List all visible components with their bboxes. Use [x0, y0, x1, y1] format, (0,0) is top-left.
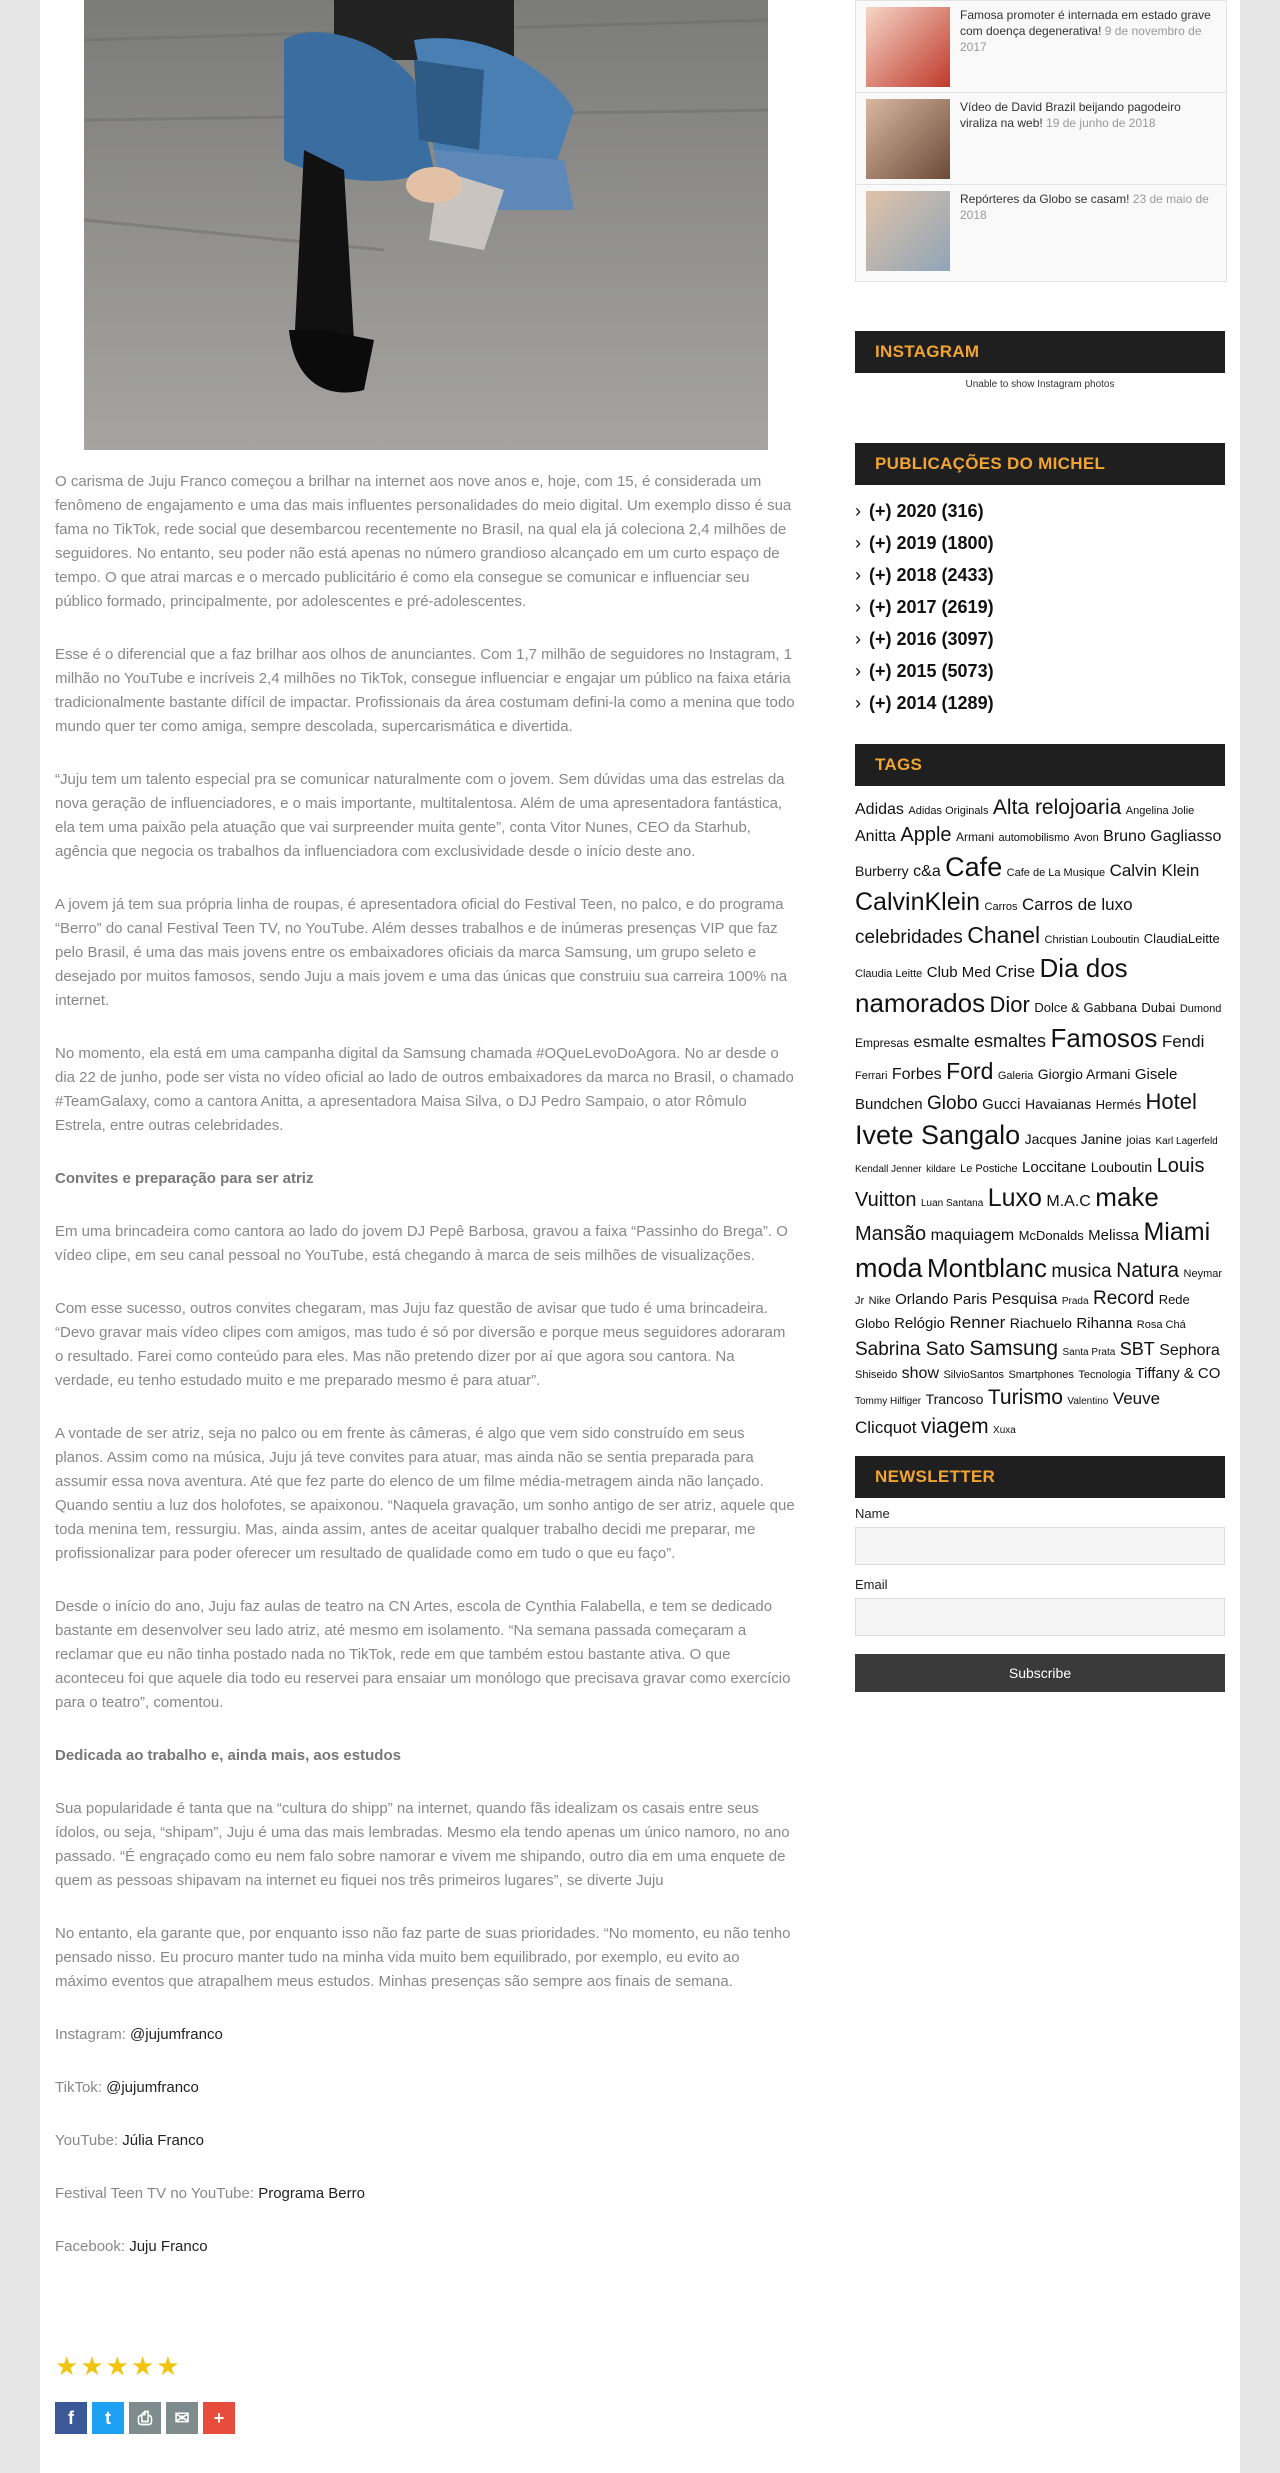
- star-icon[interactable]: ★: [130, 2351, 155, 2381]
- tag-link[interactable]: M.A.C: [1046, 1193, 1091, 1211]
- email-icon[interactable]: ✉: [166, 2402, 198, 2434]
- tag-link[interactable]: Riachuelo: [1009, 1314, 1072, 1331]
- link-label: Instagram:: [55, 2026, 131, 2043]
- widget-title: TAGS: [855, 744, 1225, 786]
- article-paragraph: “Juju tem um talento especial pra se comunicar naturalmente com o jovem. Sem dúvidas uma das estrelas da nova geração de influenciadores, e o mais importante, multitalentosa. Além de uma apresentadora fantástica, ela tem uma paixão pela atuação que vai surpreender muita gente”, conta Vitor Nunes, CEO da Starhub, agência que negocia os trabalhos da influenciadora com exclusividade desde o início deste ano.: [55, 771, 785, 860]
- archive-year-label: (+) 2019 (1800): [869, 533, 994, 553]
- tag-link[interactable]: automobilismo: [998, 832, 1070, 845]
- link-label: YouTube:: [55, 2132, 123, 2149]
- tag-link[interactable]: Rede Globo: [855, 1291, 1190, 1331]
- tag-link[interactable]: Dior: [989, 991, 1030, 1017]
- star-icon[interactable]: ★: [156, 2351, 180, 2381]
- widget-title: INSTAGRAM: [855, 331, 1225, 373]
- tag-link[interactable]: Dolce & Gabbana: [1034, 999, 1137, 1015]
- tag-link[interactable]: Veuve Clicquot: [855, 1389, 1161, 1437]
- tag-link[interactable]: Tommy Hilfiger: [855, 1396, 922, 1408]
- article-paragraph: Esse é o diferencial que a faz brilhar aos olhos de anunciantes. Com 1,7 milhão de seguidores no Instagram, 1 milhão no YouTube e incríveis 2,4 milhões no TikTok, consegue influenciar e engajar um público na faixa etária tradicionalmente bastante difícil de impactar. Profissionais da área costumam defini-la como a menina que todo mundo quer ter como amiga, sempre descolada, supercarismática e divertida.: [55, 646, 795, 735]
- tag-link[interactable]: Santa Prata: [1062, 1346, 1116, 1358]
- tag-link[interactable]: Renner: [949, 1312, 1006, 1332]
- tag-link[interactable]: Empresas: [855, 1035, 910, 1050]
- tag-link[interactable]: Ivete Sangalo: [855, 1119, 1021, 1150]
- tag-link[interactable]: Samsung: [969, 1336, 1059, 1360]
- tag-link[interactable]: Karl Lagerfeld: [1155, 1135, 1218, 1147]
- more-icon[interactable]: +: [203, 2402, 235, 2434]
- archive-year-item[interactable]: [855, 495, 1225, 527]
- facebook-link[interactable]: Juju Franco: [129, 2238, 208, 2255]
- tag-link[interactable]: Famosos: [1050, 1022, 1158, 1053]
- article-paragraph: No momento, ela está em uma campanha digital da Samsung chamada #OQueLevoDoAgora. No ar desde o dia 22 de junho, pode ser vista no vídeo oficial ao lado de outros embaixadores da marca no Brasil, o chamado #TeamGalaxy, como a cantora Anitta, a apresentadora Maisa Silva, o DJ Pedro Sampaio, o ator Rômulo Estrela, entre outras celebridades.: [55, 1045, 794, 1134]
- tags-widget: [855, 744, 1225, 1441]
- related-post-item[interactable]: [856, 1, 1226, 93]
- related-post-item[interactable]: [856, 93, 1226, 185]
- tag-link[interactable]: Sephora: [1159, 1341, 1220, 1359]
- tag-link[interactable]: Smartphones: [1008, 1368, 1074, 1381]
- tag-link[interactable]: Pesquisa: [991, 1290, 1058, 1308]
- tag-link[interactable]: Chanel: [967, 921, 1041, 948]
- tag-link[interactable]: Record: [1092, 1287, 1155, 1309]
- tag-link[interactable]: Kendall Jenner: [855, 1164, 922, 1176]
- tag-link[interactable]: Hotel: [1145, 1088, 1197, 1114]
- archive-year-label: (+) 2014 (1289): [869, 693, 994, 713]
- tag-link[interactable]: Bruno Gagliasso: [1103, 828, 1222, 846]
- chevron-right-icon: ›: [855, 501, 861, 521]
- chevron-right-icon: ›: [855, 661, 861, 681]
- article-body: [55, 470, 795, 2288]
- tag-link[interactable]: maquiagem: [930, 1226, 1015, 1244]
- related-post-thumbnail[interactable]: [866, 191, 950, 271]
- tag-link[interactable]: Gisele Bundchen: [855, 1065, 1178, 1113]
- share-buttons: [55, 2402, 235, 2434]
- tag-link[interactable]: Valentino: [1067, 1396, 1109, 1408]
- archive-year-label: (+) 2018 (2433): [869, 565, 994, 585]
- tag-link[interactable]: Fendi: [1161, 1031, 1205, 1051]
- archive-year-item[interactable]: [855, 527, 1225, 559]
- archive-year-item[interactable]: [855, 623, 1225, 655]
- related-post-title[interactable]: Vídeo de David Brazil beijando pagodeiro viraliza na web!: [960, 100, 1181, 130]
- widget-title: NEWSLETTER: [855, 1456, 1225, 1498]
- star-icon[interactable]: ★: [105, 2351, 129, 2381]
- tag-link[interactable]: Gucci: [982, 1095, 1021, 1113]
- social-link-festival: [55, 2182, 795, 2206]
- tag-link[interactable]: esmaltes: [973, 1030, 1046, 1051]
- tag-link[interactable]: Neymar Jr: [855, 1267, 1223, 1307]
- related-post-item[interactable]: [856, 185, 1226, 281]
- tag-link[interactable]: joias: [1126, 1132, 1152, 1147]
- tag-link[interactable]: Angelina Jolie: [1125, 805, 1195, 817]
- tag-link[interactable]: Rosa Chá: [1136, 1318, 1186, 1331]
- archive-year-label: (+) 2016 (3097): [869, 629, 994, 649]
- tag-link[interactable]: Nike: [868, 1294, 891, 1307]
- tag-link[interactable]: Carros de luxo: [1021, 894, 1133, 914]
- tag-link[interactable]: SBT: [1119, 1338, 1155, 1359]
- related-post-date: 9 de novembro de 2017: [960, 24, 1202, 54]
- name-label: Name: [855, 1506, 890, 1521]
- tag-link[interactable]: Miami: [1143, 1217, 1211, 1246]
- article-paragraph: Em uma brincadeira como cantora ao lado do jovem DJ Pepê Barbosa, gravou a faixa “Passinho do Brega”. O vídeo clipe, em seu canal pessoal no YouTube, está chegando à marca de seis milhões de visualizações.: [55, 1223, 788, 1264]
- tag-link[interactable]: make: [1095, 1182, 1159, 1213]
- tag-link[interactable]: Montblanc: [927, 1252, 1047, 1283]
- festival-teen-link[interactable]: Programa Berro: [258, 2185, 365, 2202]
- article-paragraph: Com esse sucesso, outros convites chegaram, mas Juju faz questão de avisar que tudo é uma brincadeira. “Devo gravar mais vídeo clipes com amigos, mas tudo é só por diversão e porque meus seguidores adoraram o resultado. Farei como conteúdo para eles. Mas não pretendo dizer por aí que agora sou cantora. Na verdade, eu tenho estudado muito e me preparado mesmo é para atuar”.: [55, 1300, 786, 1389]
- tag-link[interactable]: Adidas: [855, 801, 904, 818]
- tag-link[interactable]: Burberry: [855, 863, 909, 880]
- facebook-icon[interactable]: f: [55, 2402, 87, 2434]
- tag-link[interactable]: CalvinKlein: [855, 887, 981, 916]
- article-photo: [84, 0, 768, 450]
- social-link-tiktok: [55, 2076, 795, 2100]
- tag-link[interactable]: Avon: [1073, 832, 1099, 845]
- tag-link[interactable]: Giorgio Armani: [1037, 1065, 1131, 1082]
- related-post-title[interactable]: Repórteres da Globo se casam!: [960, 192, 1130, 206]
- tag-link[interactable]: Dumond: [1179, 1002, 1222, 1015]
- tag-link[interactable]: Turismo: [987, 1386, 1063, 1410]
- email-input[interactable]: [855, 1598, 1225, 1636]
- tag-link[interactable]: Cafe de La Musique: [1006, 867, 1106, 880]
- tag-link[interactable]: Rihanna: [1076, 1314, 1133, 1332]
- tag-link[interactable]: Club Med: [926, 963, 991, 981]
- tag-link[interactable]: celebridades: [855, 926, 963, 948]
- archive-year-item[interactable]: [855, 655, 1225, 687]
- related-post-text: [960, 7, 1216, 86]
- tag-link[interactable]: Adidas Originals: [908, 805, 989, 817]
- article-paragraph: Sua popularidade é tanta que na “cultura do shipp” na internet, quando fãs idealizam os casais entre seus ídolos, ou seja, “shipam”, Juju é uma das mais lembradas. Mesmo ela tendo apenas um único namoro, no ano passado. “É engraçado como eu nem falo sobre namorar e vivem me shipando, outro dia em uma enquete de quem as pessoas shipavam na internet eu fiquei nos três primeiros lugares”, se diverte Juju: [55, 1800, 790, 1889]
- tag-link[interactable]: McDonalds: [1018, 1227, 1084, 1243]
- tag-link[interactable]: SilvioSantos: [943, 1368, 1005, 1381]
- tag-link[interactable]: show: [901, 1364, 940, 1382]
- photo-illustration: [84, 0, 768, 450]
- tag-link[interactable]: Luxo: [987, 1184, 1042, 1213]
- instagram-message: Unable to show Instagram photos: [965, 379, 1115, 390]
- name-input[interactable]: [855, 1527, 1225, 1565]
- article-paragraph: A jovem já tem sua própria linha de roupas, é apresentadora oficial do Festival Teen, no palco, e do programa “Berro” do canal Festival Teen TV, no YouTube. Além desses trabalhos e de inúmeras presenças VIP que faz pelo Brasil, é uma das mais jovens entre os embaixadores oficiais da marca Samsung, um grupo seleto e desejado por muitos famosos, sendo Juju a mais jovem e uma das únicas que construiu sua carreira 100% na internet.: [55, 896, 788, 1009]
- tag-link[interactable]: c&a: [913, 863, 941, 881]
- star-icon[interactable]: ★: [80, 2351, 104, 2381]
- tag-link[interactable]: Louboutin: [1090, 1159, 1153, 1176]
- article-subheading: Dedicada ao trabalho e, ainda mais, aos estudos: [55, 1747, 401, 1764]
- tag-link[interactable]: Havaianas: [1024, 1095, 1092, 1112]
- tag-link[interactable]: Crise: [995, 961, 1036, 981]
- tag-link[interactable]: Alta relojoaria: [992, 796, 1122, 819]
- tag-link[interactable]: Melissa: [1088, 1226, 1140, 1244]
- archive-year-label: (+) 2015 (5073): [869, 661, 994, 681]
- publications-widget: [855, 443, 1225, 719]
- twitter-icon[interactable]: t: [92, 2402, 124, 2434]
- star-rating[interactable]: [55, 2353, 180, 2379]
- tag-link[interactable]: Ferrari: [855, 1069, 888, 1082]
- tag-link[interactable]: moda: [855, 1252, 923, 1283]
- tag-cloud: [855, 794, 1225, 1441]
- instagram-link[interactable]: @jujumfranco: [130, 2026, 223, 2043]
- tag-link[interactable]: Jacques Janine: [1024, 1130, 1122, 1147]
- social-link-instagram: [55, 2023, 795, 2047]
- archive-list: [855, 495, 1225, 719]
- subscribe-button[interactable]: Subscribe: [855, 1654, 1225, 1692]
- email-label: Email: [855, 1577, 888, 1592]
- archive-year-item[interactable]: [855, 559, 1225, 591]
- tag-link[interactable]: Orlando: [895, 1290, 949, 1308]
- article-paragraph: A vontade de ser atriz, seja no palco ou em frente às câmeras, é algo que vem sido construído em seus planos. Assim como na música, Juju já teve convites para atuar, mas ainda não se sentia preparada para assumir essa nova aventura. Até que fez parte do elenco de um filme média-metragem ainda não lançado. Quando sentiu a luz dos holofotes, se apaixonou. “Naquela gravação, um sonho antigo de ser atriz, aquele que toda menina tem, ressurgiu. Mas, ainda assim, antes de aceitar qualquer trabalho decidi me preparar, me profissionalizar para poder oferecer um resultado de qualidade como em tudo o que eu faço”.: [55, 1425, 795, 1562]
- tag-link[interactable]: esmalte: [913, 1033, 970, 1051]
- tag-link[interactable]: Xuxa: [993, 1424, 1016, 1436]
- tag-link[interactable]: kildare: [926, 1164, 956, 1176]
- tag-link[interactable]: viagem: [920, 1414, 989, 1438]
- widget-title: PUBLICAÇÕES DO MICHEL: [855, 443, 1225, 485]
- tag-link[interactable]: Relógio: [894, 1314, 946, 1332]
- tag-link[interactable]: Dubai: [1141, 999, 1176, 1015]
- archive-year-item[interactable]: [855, 591, 1225, 623]
- related-post-thumbnail[interactable]: [866, 99, 950, 179]
- tag-link[interactable]: Hermés: [1095, 1096, 1142, 1112]
- chevron-right-icon: ›: [855, 533, 861, 553]
- social-link-facebook: [55, 2235, 795, 2259]
- related-post-date: 19 de junho de 2018: [1046, 116, 1156, 130]
- chevron-right-icon: ›: [855, 565, 861, 585]
- youtube-link[interactable]: Júlia Franco: [122, 2132, 204, 2149]
- tag-link[interactable]: Globo: [927, 1092, 978, 1114]
- tag-link[interactable]: Forbes: [891, 1065, 942, 1083]
- article-paragraph: No entanto, ela garante que, por enquanto isso não faz parte de suas prioridades. “No momento, eu não tenho pensado nisso. Eu procuro manter tudo na minha vida muito bem equilibrado, por exemplo, eu evito ao máximo eventos que atrapalhem meus estudos. Minhas presenças são sempre aos finais de semana.: [55, 1925, 791, 1990]
- related-post-title[interactable]: Famosa promoter é internada em estado grave com doença degenerativa!: [960, 8, 1211, 38]
- article-paragraph: Desde o início do ano, Juju faz aulas de teatro na CN Artes, escola de Cynthia Falabella, e tem se dedicado bastante em desenvolver seu lado atriz, até mesmo em isolamento. “Na semana passada começaram a reclamar que eu não tinha postado nada no TikTok, rede em que também estou bastante ativa. O que aconteceu foi que aquele dia todo eu reservei para ensaiar um monólogo que precisava gravar como exercício para o teatro”, comentou.: [55, 1598, 791, 1711]
- article-paragraph: O carisma de Juju Franco começou a brilhar na internet aos nove anos e, hoje, com 15, é considerada um fenômeno de engajamento e uma das mais influentes personalidades do meio digital. Um exemplo disso é sua fama no TikTok, rede social que desembarcou recentemente no Brasil, na qual ela já coleciona 2,4 milhões de seguidores. No entanto, seu poder não está apenas no número grandioso alcançado em um curto espaço de tempo. O que atrai marcas e o mercado publicitário é como ela consegue se comunicar e influenciar seu público formado, principalmente, por adolescentes e pré-adolescentes.: [55, 473, 792, 610]
- link-label: Festival Teen TV no YouTube:: [55, 2185, 259, 2202]
- archive-year-label: (+) 2017 (2619): [869, 597, 994, 617]
- tag-link[interactable]: Loccitane: [1022, 1159, 1087, 1177]
- star-icon[interactable]: ★: [55, 2351, 79, 2381]
- tag-link[interactable]: Trancoso: [925, 1391, 984, 1408]
- tag-link[interactable]: Tiffany & CO: [1135, 1364, 1221, 1382]
- related-post-text: [960, 191, 1216, 275]
- tag-link[interactable]: Cafe: [945, 852, 1003, 883]
- archive-year-label: (+) 2020 (316): [869, 501, 984, 521]
- link-label: Facebook:: [55, 2238, 130, 2255]
- tiktok-link[interactable]: @jujumfranco: [106, 2079, 199, 2096]
- tag-link[interactable]: Shiseido: [855, 1368, 898, 1381]
- tag-link[interactable]: Sabrina Sato: [855, 1338, 965, 1360]
- chevron-right-icon: ›: [855, 597, 861, 617]
- tag-link[interactable]: Ford: [946, 1057, 994, 1084]
- tag-link[interactable]: Mansão: [855, 1222, 927, 1245]
- tag-link[interactable]: ClaudiaLeitte: [1143, 930, 1220, 946]
- tag-link[interactable]: Carros: [984, 900, 1018, 913]
- tag-link[interactable]: Christian Louboutin: [1044, 933, 1140, 946]
- tag-link[interactable]: Prada: [1061, 1295, 1089, 1307]
- tag-link[interactable]: Louis Vuitton: [855, 1155, 1205, 1212]
- social-link-youtube: [55, 2129, 795, 2153]
- tag-link[interactable]: Anitta: [855, 828, 896, 846]
- related-post-text: [960, 99, 1216, 178]
- tag-link[interactable]: musica: [1051, 1260, 1112, 1282]
- article-subheading: Convites e preparação para ser atriz: [55, 1170, 314, 1187]
- chevron-right-icon: ›: [855, 629, 861, 649]
- tag-link[interactable]: Galeria: [997, 1069, 1034, 1082]
- tag-link[interactable]: Claudia Leitte: [855, 967, 923, 980]
- print-icon[interactable]: ⎙: [129, 2402, 161, 2434]
- tag-link[interactable]: Dia dos namorados: [855, 952, 1128, 1018]
- page: [40, 0, 1240, 2473]
- tag-link[interactable]: Paris: [952, 1290, 988, 1308]
- tag-link[interactable]: Calvin Klein: [1109, 861, 1200, 881]
- related-post-date: 23 de maio de 2018: [960, 192, 1209, 222]
- related-post-thumbnail[interactable]: [866, 7, 950, 87]
- newsletter-widget: [855, 1456, 1225, 1692]
- archive-year-item[interactable]: [855, 687, 1225, 719]
- related-posts: [855, 0, 1227, 282]
- tag-link[interactable]: Tecnologia: [1078, 1368, 1131, 1381]
- tag-link[interactable]: Natura: [1116, 1258, 1180, 1282]
- chevron-right-icon: ›: [855, 693, 861, 713]
- tag-link[interactable]: Le Postiche: [960, 1163, 1018, 1176]
- tag-link[interactable]: Luan Santana: [920, 1198, 984, 1210]
- tag-link[interactable]: Apple: [900, 824, 952, 847]
- instagram-widget: [855, 331, 1225, 390]
- link-label: TikTok:: [55, 2079, 107, 2096]
- tag-link[interactable]: Armani: [955, 830, 994, 845]
